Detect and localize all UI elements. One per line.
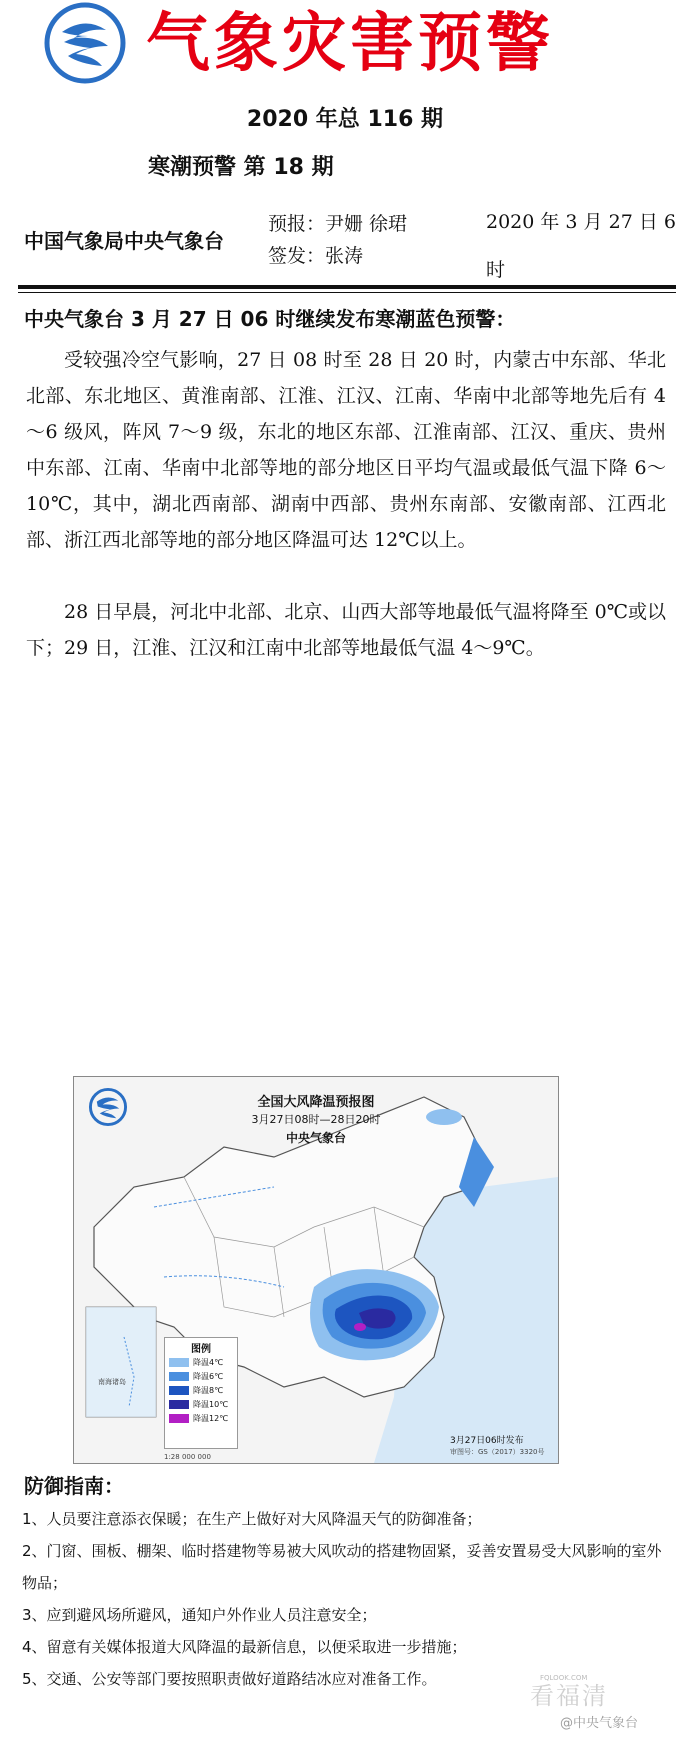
map-issued: 3月27日06时发布 <box>450 1436 524 1446</box>
map-scale: 1:28 000 000 <box>164 1453 211 1461</box>
legend-swatch <box>169 1358 189 1367</box>
guide-item: 4、留意有关媒体报道大风降温的最新信息，以便采取进一步措施； <box>22 1638 467 1656</box>
legend-item <box>169 1411 237 1425</box>
legend-item <box>169 1355 237 1369</box>
watermark-site: 看福清 <box>530 1682 608 1710</box>
cma-logo-icon <box>44 2 126 84</box>
staff-block <box>268 208 407 272</box>
forecasters: 预报：尹姗 徐珺 <box>268 213 408 235</box>
legend-label: 降温4℃ <box>193 1357 224 1367</box>
map-period: 3月27日08时—28日20时 <box>251 1113 381 1126</box>
bulletin-paragraph: 受较强冷空气影响，27 日 08 时至 28 日 20 时，内蒙古中东部、华北北部、东北地区、黄淮南部、江淮、江汉、江南、华南中北部等地先后有 4～6 级风，阵风 7～9 级，东北的地区东部、江淮南部、江汉、重庆、贵州中东部、江南、华南中北部等地的部分地区日平均气温或最低气温下降 6～10℃，其中，湖北西南部、湖南中西部、贵州东南部、安徽南部、江西北部、浙江西北部等地的部分地区降温可达 12℃以上。 <box>26 349 666 551</box>
guide-title: 防御指南： <box>24 1474 124 1498</box>
legend-swatch <box>169 1372 189 1381</box>
legend-label: 降温10℃ <box>193 1399 229 1409</box>
sub-issue-number: 寒潮预警 第 18 期 <box>148 155 334 180</box>
legend-item <box>169 1397 237 1411</box>
guide-item: 2、门窗、围板、棚架、临时搭建物等易被大风吹动的搭建物固紧，妥善安置易受大风影响的室外物品； <box>22 1542 662 1592</box>
legend-item <box>169 1369 237 1383</box>
guide-item: 5、交通、公安等部门要按照职责做好道路结冰应对准备工作。 <box>22 1670 437 1688</box>
legend-swatch <box>169 1386 189 1395</box>
page-title: 气象灾害预警 <box>146 7 554 81</box>
map-org: 中央气象台 <box>285 1131 346 1145</box>
guide-list <box>22 1503 672 1695</box>
watermark-url: FQLOOK.COM <box>540 1674 588 1682</box>
legend-item <box>169 1383 237 1397</box>
legend-title: 图例 <box>191 1344 211 1355</box>
issue-number: 2020 年总 116 期 <box>246 107 444 132</box>
legend-label: 降温12℃ <box>193 1413 229 1423</box>
guide-item: 3、应到避风场所避风，通知户外作业人员注意安全； <box>22 1606 377 1624</box>
header-divider-thin <box>18 292 676 293</box>
inset-label: 南海诸岛 <box>98 1378 126 1386</box>
bulletin-headline: 中央气象台 3 月 27 日 06 时继续发布寒潮蓝色预警： <box>24 307 516 331</box>
guide-item: 1、人员要注意添衣保暖；在生产上做好对大风降温天气的防御准备； <box>22 1510 482 1528</box>
header-divider <box>18 285 676 289</box>
legend-label: 降温6℃ <box>193 1371 224 1381</box>
legend-swatch <box>169 1414 189 1423</box>
map-title: 全国大风降温预报图 <box>257 1095 375 1110</box>
legend-label: 降温8℃ <box>193 1385 224 1395</box>
map-number: 审图号：GS（2017）3320号 <box>450 1448 545 1456</box>
issue-date: 2020 年 3 月 27 日 6 时 <box>486 211 676 281</box>
organization: 中国气象局中央气象台 <box>24 229 224 253</box>
bulletin-paragraph: 28 日早晨，河北中北部、北京、山西大部等地最低气温将降至 0℃或以下；29 日，江淮、江汉和江南中北部等地最低气温 4～9℃。 <box>26 601 666 659</box>
legend-swatch <box>169 1400 189 1409</box>
issuer: 签发：张涛 <box>268 245 364 267</box>
weibo-watermark: @中央气象台 <box>560 1716 639 1731</box>
cooling-forecast-map <box>73 1076 559 1464</box>
map-legend <box>164 1337 238 1449</box>
